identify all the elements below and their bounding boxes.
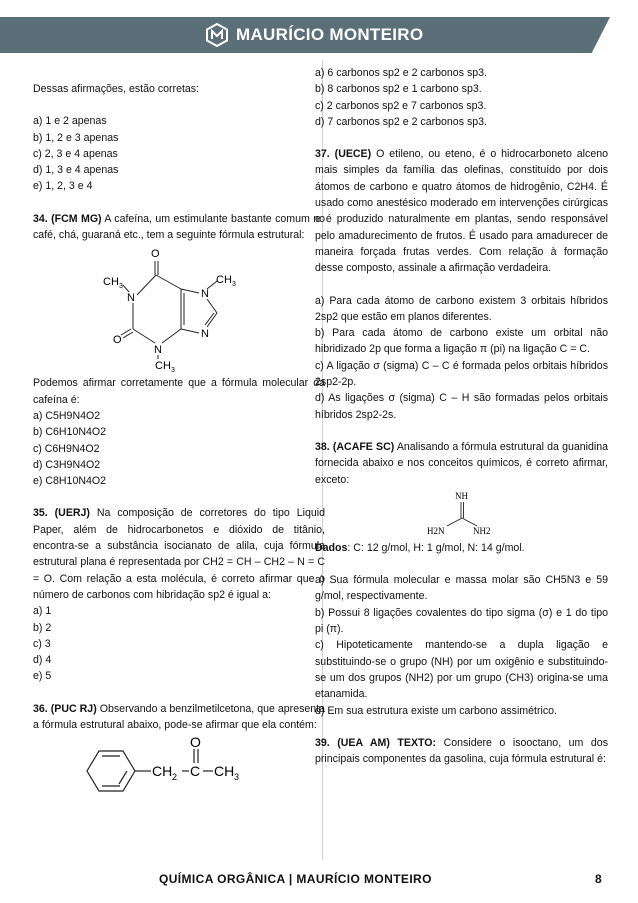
q38-dados [315,540,608,556]
q37-option-c: c) A ligação σ (sigma) C – C é formada pelos orbitais híbridos 2sp2-2p. [315,359,608,389]
q38-dados-label: Dados [315,541,348,554]
q37-option-a: a) Para cada átomo de carbono existem 3 orbitais híbridos 2sp2 que estão em planos diferentes. [315,294,608,323]
q35-option-e: e) 5 [33,670,52,683]
q38-dados-text: : C: 12 g/mol, H: 1 g/mol, N: 14 g/mol. [347,541,525,554]
caffeine-structure [99,245,259,373]
q34-number: 34. (FCM MG) [33,212,102,225]
q36-option-b: b) 8 carbonos sp2 e 1 carbono sp3. [315,83,482,96]
q33-intro: Dessas afirmações, estão corretas: [33,83,200,95]
q37-text: O etileno, ou eteno, é o hidrocarboneto alceno mais simples da família das olefinas, constituído por dois átomos de carbono e quatro átomos de hidrogênio, C2H4. É usado como anestésico moderado em intervenções cirúrgicas e é produzido naturalmente em plantas, sendo responsável pelo amadurecimento de frutos. É usado para amadurecer de maneira forçada frutas verdes. Com relação à formação desse composto, assinale a afirmação verdadeira. [315,148,608,275]
guanidine-structure [417,490,507,538]
q37-statement [315,146,608,276]
q37-option-b: b) Para cada átomo de carbono existe um orbital não hibridizado 2p que forma a ligação π (pi) na ligação C = C. [315,327,608,356]
q34-option-d: d) C3H9N4O2 [33,458,101,471]
q36-option-a: a) 6 carbonos sp2 e 2 carbonos sp3. [315,67,487,79]
q34-after: Podemos afirmar corretamente que a fórmula molecular da cafeína é: [33,377,325,406]
q36-number: 36. (PUC RJ) [33,702,97,715]
q35-option-c: c) 3 [33,637,51,650]
q33-option-e: e) 1, 2, 3 e 4 [33,180,93,193]
q36-text: Observando a benzilmetilcetona, que apresenta a fórmula estrutural abaixo, pode-se afirmar que ela contém: [33,702,326,732]
q33-option-d: d) 1, 3 e 4 apenas [33,164,119,177]
guanidine-h2n: H2N [426,525,444,536]
brand-logo-icon [205,23,229,47]
q38-statement [315,439,608,488]
q37-number: 37. (UECE) [315,148,372,161]
q35-number: 35. (UERJ) [33,507,90,520]
caffeine-n3: N [154,344,162,357]
q34-option-c: c) C6H9N4O2 [33,442,100,455]
q36-option-d: d) 7 carbonos sp2 e 2 carbonos sp3. [315,115,487,128]
benzyl-ch2: CH [152,763,173,780]
benzyl-ch3: CH [214,763,235,780]
q33-option-c: c) 2, 3 e 4 apenas [33,147,118,160]
q34-option-e: e) C8H10N4O2 [33,475,107,488]
q35-option-a: a) 1 [33,605,52,618]
caffeine-ch3-left: CH [103,276,119,289]
caffeine-n1: N [127,292,135,305]
caffeine-ch3-bottom: CH [155,360,171,373]
benzylmethylketone-structure [79,735,279,797]
q39-statement [315,735,608,768]
q38-option-c: c) Hipoteticamente mantendo-se a dupla ligação e substituindo-se o grupo (NH) por um oxigênio e substituindo-se um dos grupos (NH2) por um grupo (CH3) origina-se uma etanamida. [315,639,608,701]
q35-statement [33,505,325,603]
q33-option-b: b) 1, 2 e 3 apenas [33,131,119,144]
q36-statement [33,701,325,734]
q35-option-b: b) 2 [33,621,52,634]
q38-option-a: a) Sua fórmula molecular e massa molar são CH5N3 e 59 g/mol, respectivamente. [315,574,608,603]
guanidine-nh2: NH2 [472,525,490,536]
q38-option-d: d) Em sua estrutura existe um carbono assimétrico. [315,704,557,717]
q35-text: Na composição de corretores do tipo Liquid Paper, além de hidrocarbonetos e dióxido de titânio, encontra-se a substância isocianato de alila, cuja fórmula estrutural plana é representada por CH2 = CH – CH2 – N = C = O. Com relação a esta molécula, é correto afirmar que o número de carbonos com hibridação sp2 é igual a: [33,507,326,601]
q38-option-b: b) Possui 8 ligações covalentes do tipo sigma (σ) e 1 do tipo pi (π). [315,606,608,636]
page-number: 8 [595,872,602,886]
guanidine-nh: NH [454,490,468,501]
q39-number: 39. (UEA AM) TEXTO: [315,736,437,749]
caffeine-ch3-left-sub: 3 [119,283,123,291]
caffeine-ch3-bottom-sub: 3 [171,367,175,374]
q33-option-a: a) 1 e 2 apenas [33,115,107,128]
q34-option-a: a) C5H9N4O2 [33,409,101,422]
footer [0,872,638,888]
q34-statement [33,211,325,244]
q38-number: 38. (ACAFE SC) [315,440,395,453]
q36-option-c: c) 2 carbonos sp2 e 7 carbonos sp3. [315,99,487,112]
caffeine-o-left: O [113,334,122,347]
caffeine-o-top: O [151,248,160,261]
q37-option-d: d) As ligações σ (sigma) C – H são formadas pelos orbitais híbridos 2sp2-2s. [315,392,608,421]
caffeine-n7: N [201,288,209,301]
footer-title: QUÍMICA ORGÂNICA | MAURÍCIO MONTEIRO [159,872,432,886]
caffeine-n9: N [201,328,209,341]
left-column [33,65,325,799]
benzyl-ch3-sub: 3 [234,772,240,783]
q34-text: A cafeína, um estimulante bastante comum no café, chá, guaraná etc., tem a seguinte fórmula estrutural: [33,212,325,242]
q34-option-b: b) C6H10N4O2 [33,426,107,439]
brand-name: MAURÍCIO MONTEIRO [236,25,424,44]
benzyl-ch2-sub: 2 [172,772,178,783]
brand [205,23,423,47]
q39-text: Considere o isooctano, um dos principais componentes da gasolina, cuja fórmula estrutural é: [315,736,608,766]
q38-text: Analisando a fórmula estrutural da guanidina fornecida abaixo e nos conceitos químicos, é correto afirmar, exceto: [315,440,609,486]
benzyl-o: O [190,735,201,751]
caffeine-ch3-right: CH [216,274,232,287]
right-column [315,65,608,767]
caffeine-ch3-right-sub: 3 [232,281,236,289]
q35-option-d: d) 4 [33,654,52,667]
benzyl-c: C [190,763,201,780]
